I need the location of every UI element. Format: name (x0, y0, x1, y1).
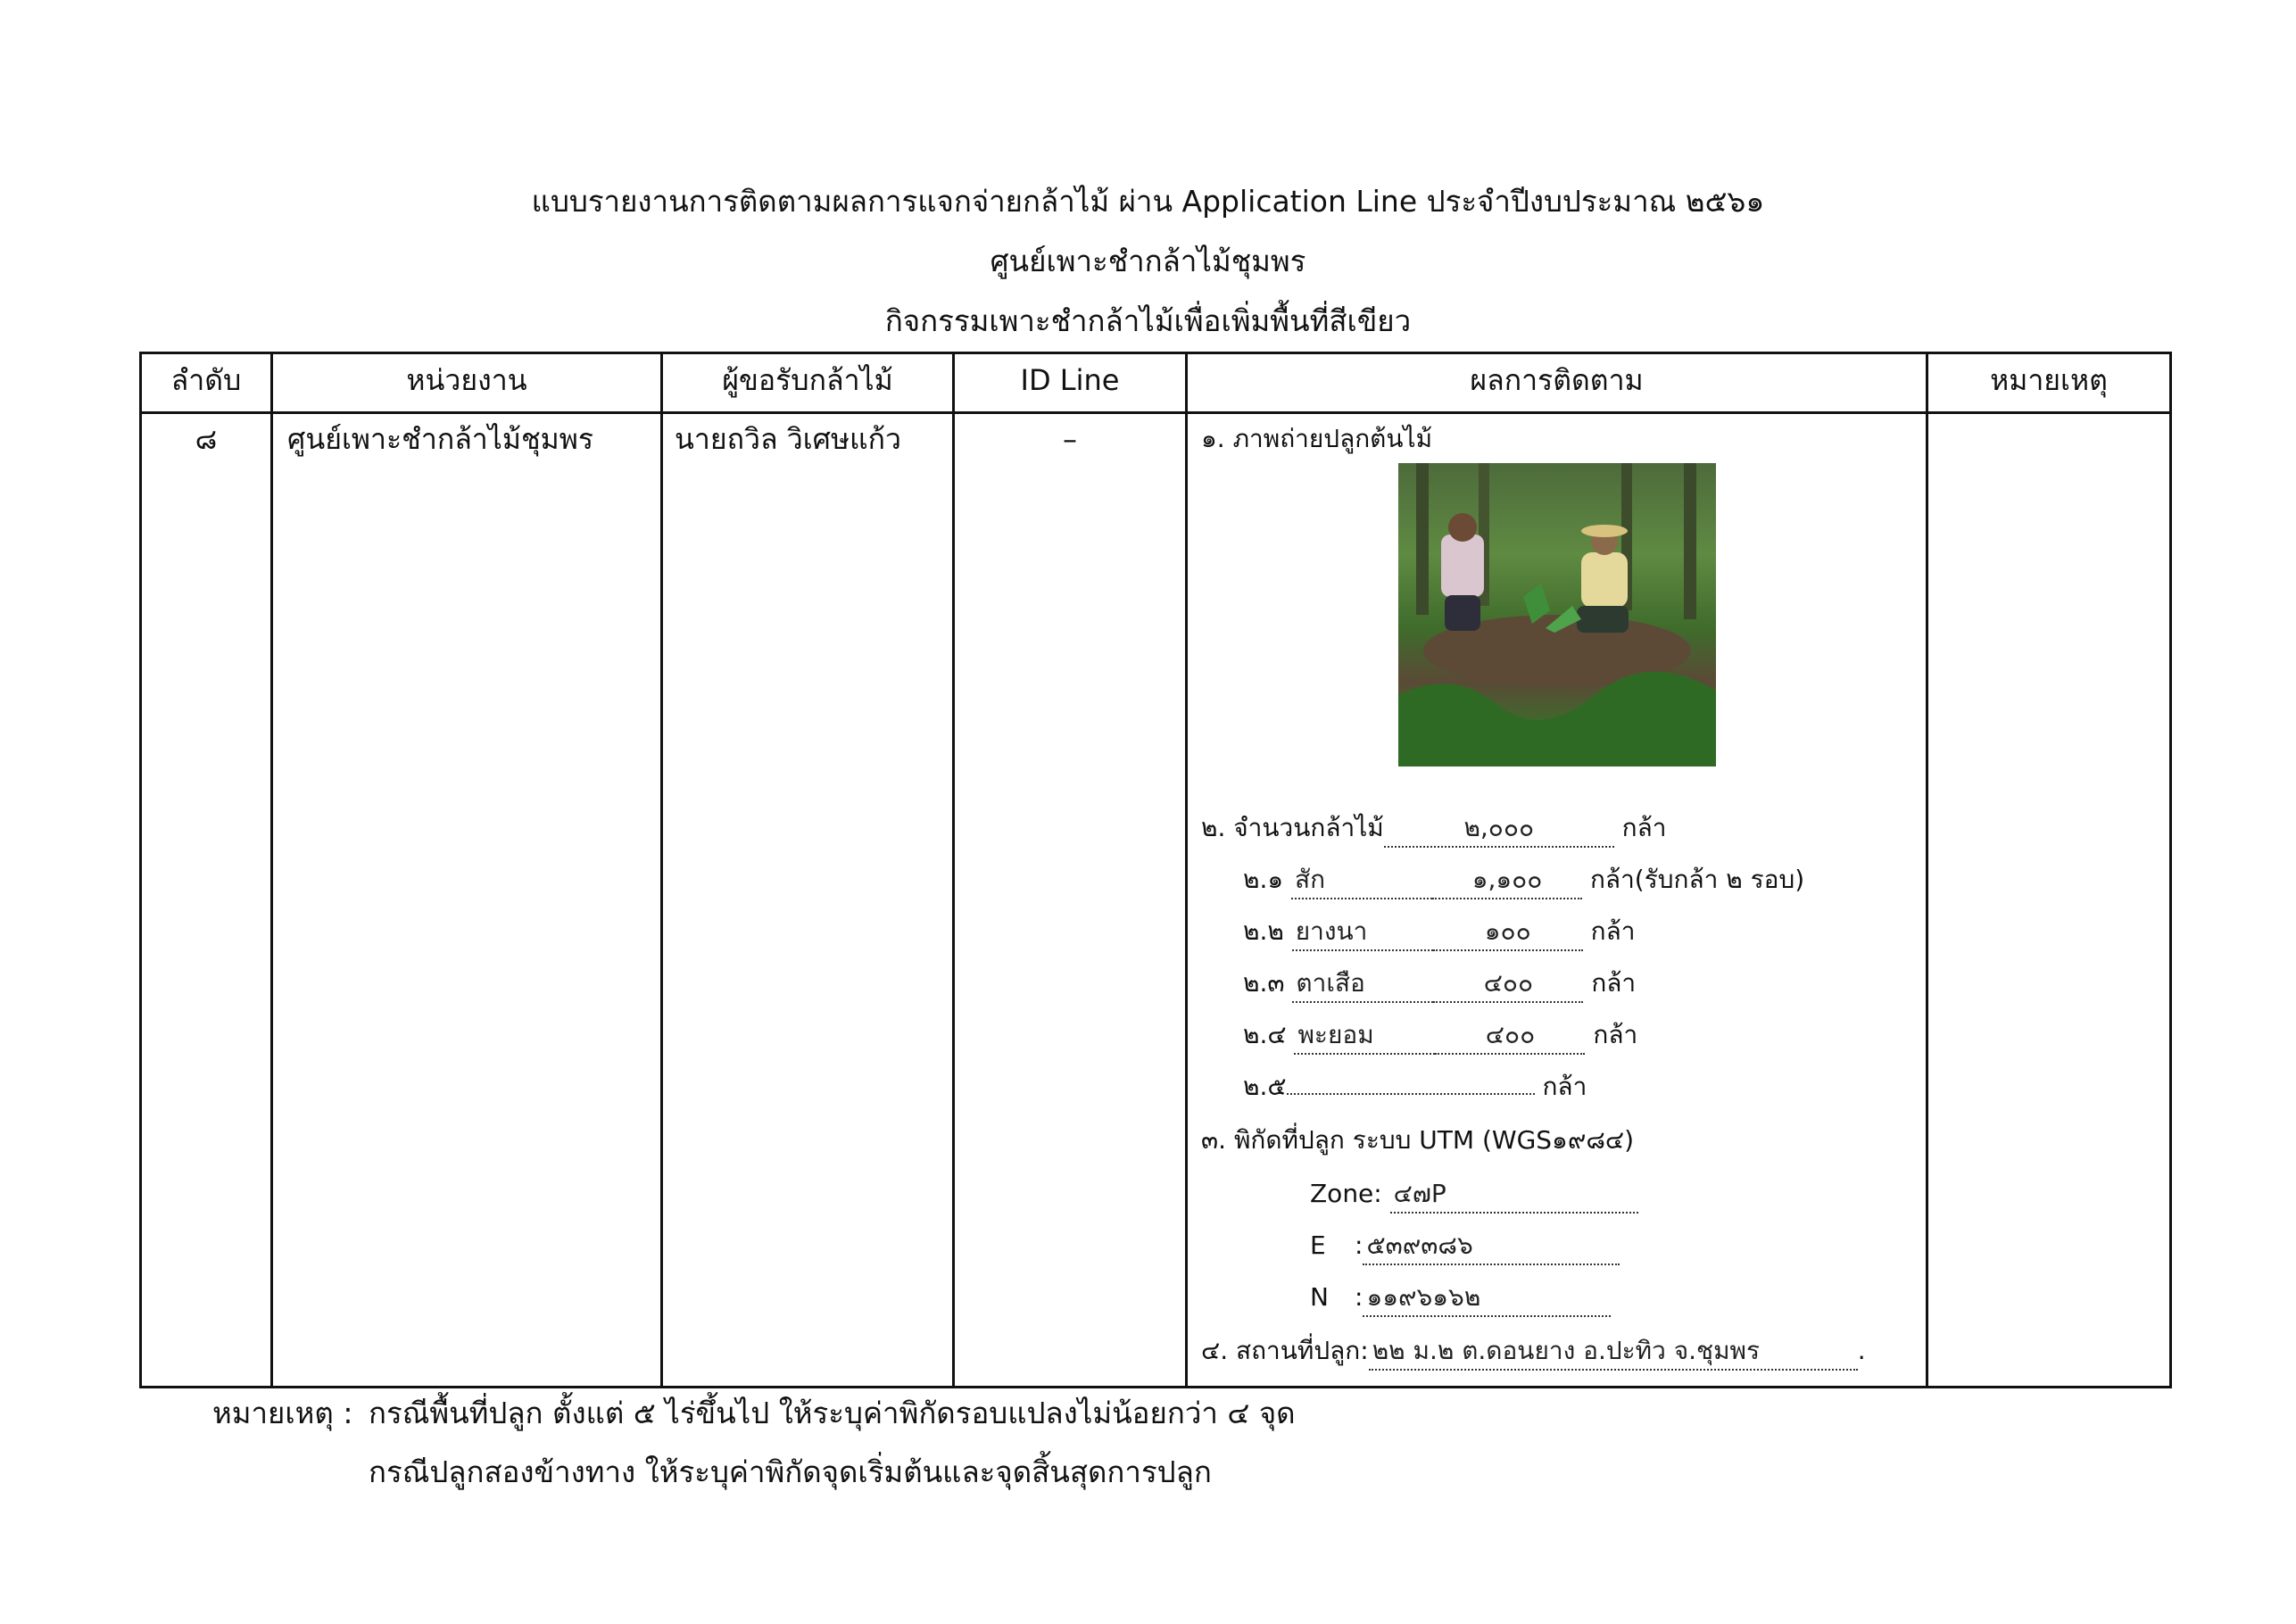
species-qty: ๔๐๐ (1435, 1017, 1585, 1055)
species-name: สัก (1291, 862, 1432, 899)
table-border-top (139, 352, 2172, 354)
column-header-remark: หมายเหตุ (1990, 363, 2108, 397)
species-qty (1287, 1093, 1535, 1095)
species-suffix: กล้า (1591, 968, 1637, 998)
species-row (1243, 862, 1804, 899)
species-suffix: กล้า (1593, 1020, 1638, 1049)
easting-row (1310, 1228, 1620, 1265)
species-row (1243, 1017, 1637, 1055)
species-qty: ๑,๑๐๐ (1432, 862, 1582, 899)
species-suffix: กล้า (1590, 916, 1636, 946)
unit-label: กล้า (1621, 813, 1667, 842)
colon: : (1355, 1230, 1364, 1260)
northing-row (1310, 1280, 1611, 1317)
footnote-label: หมายเหตุ : (212, 1396, 353, 1430)
photo-label: ๑. ภาพถ่ายปลูกต้นไม้ (1201, 424, 1433, 453)
table-border-left (139, 352, 142, 1388)
colon: : (1355, 1282, 1364, 1312)
agency-cell: ศูนย์เพาะชำกล้าไม้ชุมพร (287, 422, 594, 456)
column-divider (952, 352, 955, 1388)
footnote-line-1: กรณีพื้นที่ปลูก ตั้งแต่ ๕ ไร่ขึ้นไป ให้ระบุค่าพิกัดรอบแปลงไม่น้อยกว่า ๔ จุด (369, 1396, 1296, 1430)
seedling-count-row (1201, 810, 1667, 848)
planting-location-row (1201, 1333, 1866, 1371)
column-divider (1926, 352, 1928, 1388)
planting-location-label: ๔. สถานที่ปลูก: (1201, 1336, 1369, 1365)
species-name: พะยอม (1294, 1017, 1435, 1055)
zone-value: ๔๗P (1390, 1176, 1638, 1214)
recipient-cell: นายถวิล วิเศษแก้ว (675, 422, 901, 456)
coordinate-label: ๓. พิกัดที่ปลูก ระบบ UTM (WGS๑๙๘๔) (1201, 1125, 1635, 1155)
column-header-no: ลำดับ (170, 363, 242, 397)
center-name: ศูนย์เพาะชำกล้าไม้ชุมพร (990, 244, 1306, 278)
species-qty: ๑๐๐ (1433, 914, 1583, 951)
easting-value: ๕๓๙๓๘๖ (1363, 1228, 1620, 1265)
column-header-result: ผลการติดตาม (1470, 363, 1644, 397)
species-number: ๒.๓ (1243, 968, 1285, 998)
northing-label: N (1310, 1282, 1329, 1312)
planting-location-value: ๒๒ ม.๒ ต.ดอนยาง อ.ปะทิว จ.ชุมพร (1369, 1333, 1858, 1371)
column-divider (270, 352, 273, 1388)
planting-photo (1398, 463, 1716, 766)
column-header-recipient: ผู้ขอรับกล้าไม้ (722, 363, 893, 397)
species-suffix: กล้า (1542, 1072, 1587, 1101)
id-line-cell: – (1063, 422, 1077, 456)
zone-row (1310, 1176, 1638, 1214)
activity-name: กิจกรรมเพาะชำกล้าไม้เพื่อเพิ่มพื้นที่สีเขียว (884, 303, 1412, 338)
planting-photo-illustration (1398, 463, 1716, 766)
species-number: ๒.๑ (1243, 865, 1284, 894)
planting-location-end: . (1857, 1336, 1866, 1365)
northing-value: ๑๑๙๖๑๖๒ (1363, 1280, 1611, 1317)
species-name: ยางนา (1292, 914, 1433, 951)
column-header-agency: หน่วยงาน (406, 363, 527, 397)
seedling-count-value: ๒,๐๐๐ (1384, 810, 1614, 848)
zone-label: Zone: (1310, 1179, 1382, 1208)
easting-label: E (1310, 1230, 1326, 1260)
species-number: ๒.๔ (1243, 1020, 1287, 1049)
species-number: ๒.๒ (1243, 916, 1284, 946)
column-header-id-line: ID Line (1020, 363, 1120, 397)
row-number: ๘ (195, 422, 218, 456)
seedling-count-label: ๒. จำนวนกล้าไม้ (1201, 813, 1384, 842)
species-suffix: กล้า(รับกล้า ๒ รอบ) (1589, 865, 1805, 894)
column-divider (660, 352, 663, 1388)
table-border-bottom (139, 1386, 2172, 1388)
species-number: ๒.๕ (1243, 1072, 1287, 1101)
species-qty: ๔๐๐ (1433, 965, 1583, 1003)
table-header-divider (139, 411, 2172, 414)
footnote-line-2: กรณีปลูกสองข้างทาง ให้ระบุค่าพิกัดจุดเริ่มต้นและจุดสิ้นสุดการปลูก (369, 1454, 1212, 1489)
column-divider (1185, 352, 1188, 1388)
table-border-right (2169, 352, 2172, 1388)
species-row (1243, 965, 1636, 1003)
species-name: ตาเสือ (1292, 965, 1433, 1003)
species-row (1243, 1069, 1587, 1105)
report-title: แบบรายงานการติดตามผลการแจกจ่ายกล้าไม้ ผ่าน Application Line ประจำปีงบประมาณ ๒๕๖๑ (531, 184, 1765, 219)
species-row (1243, 914, 1635, 951)
